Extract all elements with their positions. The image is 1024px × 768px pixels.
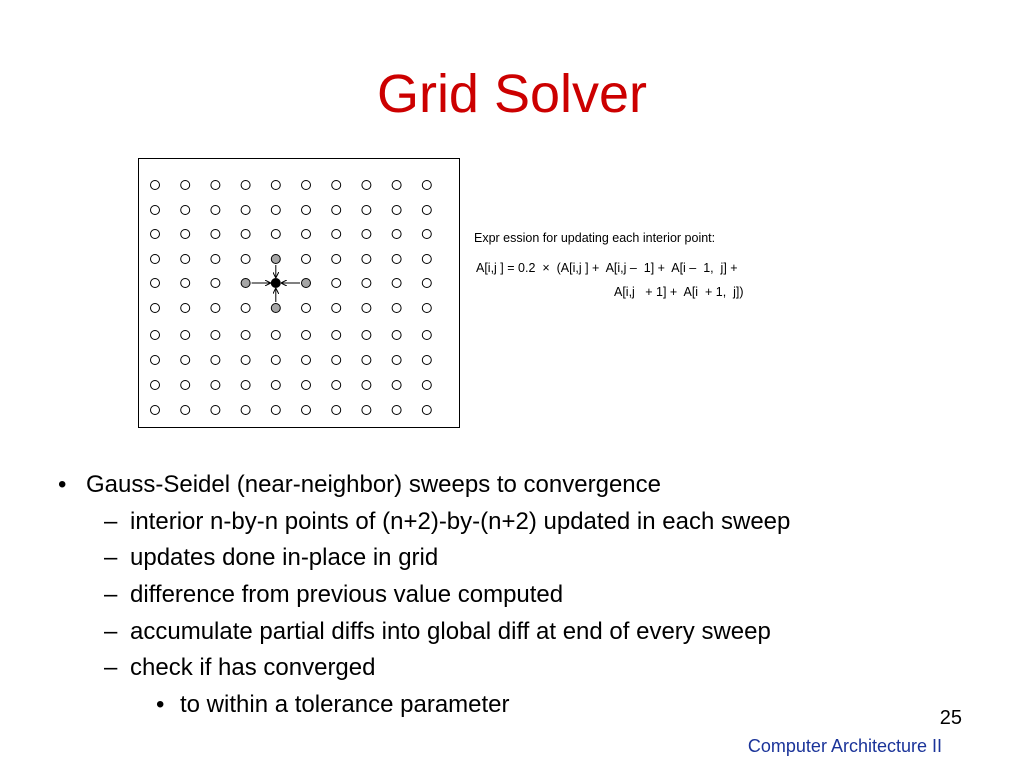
footer-course-title: Computer Architecture II bbox=[747, 736, 942, 756]
sub-sub-bullet-marker: • bbox=[156, 691, 165, 718]
sub-bullet-marker: – bbox=[104, 581, 118, 608]
bullet-item: Gauss-Seidel (near-neighbor) sweeps to convergence bbox=[86, 471, 661, 498]
page-number: 25 bbox=[939, 707, 962, 729]
sub-bullet-marker: – bbox=[104, 618, 118, 645]
sub-bullet-item: check if has converged bbox=[130, 654, 376, 681]
expression-line-1: A[i,j ] = 0.2 × (A[i,j ] + A[i,j – 1] + A[i – 1, j] + bbox=[476, 261, 738, 275]
sub-bullet-marker: – bbox=[104, 508, 118, 535]
sub-bullet-item: difference from previous value computed bbox=[130, 581, 564, 608]
sub-bullet-item: updates done in-place in grid bbox=[130, 544, 439, 571]
expression-line-2: A[i,j + 1] + A[i + 1, j]) bbox=[614, 285, 744, 299]
sub-bullet-marker: – bbox=[104, 654, 118, 681]
sub-bullet-item: accumulate partial diffs into global diff at end of every sweep bbox=[130, 618, 771, 645]
slide-title: Grid Solver bbox=[376, 64, 648, 124]
expression-caption: Expr ession for updating each interior point: bbox=[474, 231, 716, 245]
sub-sub-bullet-item: to within a tolerance parameter bbox=[180, 691, 510, 718]
sub-bullet-item: interior n-by-n points of (n+2)-by-(n+2) updated in each sweep bbox=[130, 508, 791, 535]
bullet-marker: • bbox=[58, 471, 67, 498]
sub-bullet-marker: – bbox=[104, 544, 118, 571]
